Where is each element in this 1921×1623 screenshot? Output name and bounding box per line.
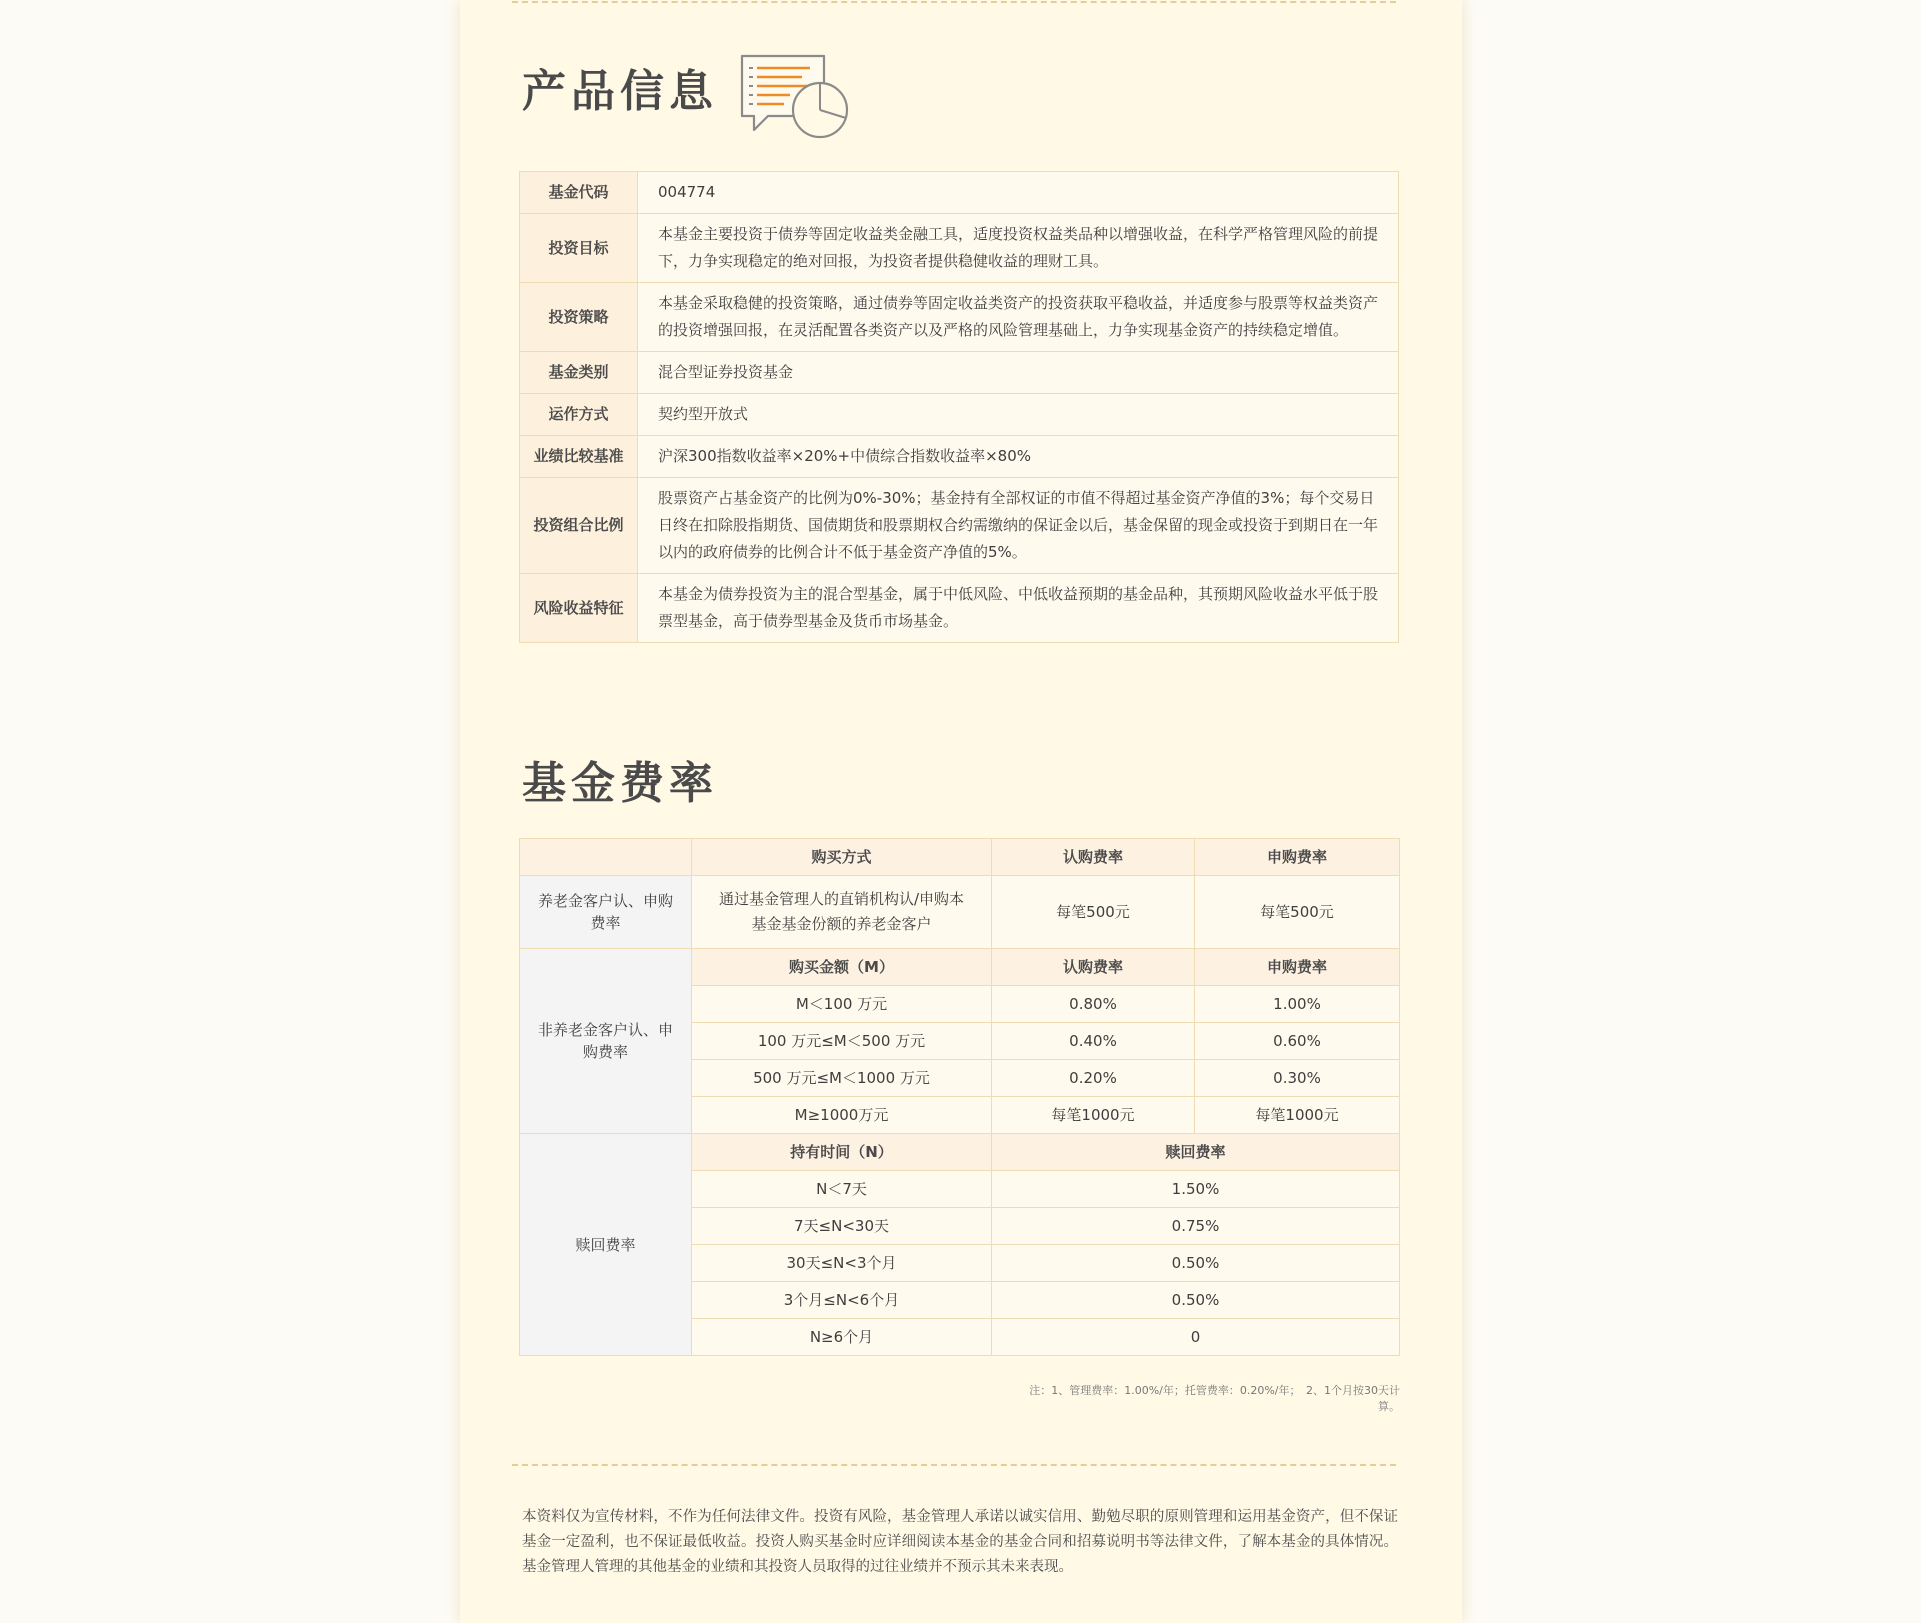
non-pension-group-label: 非养老金客户认、申购费率 <box>520 949 692 1134</box>
fee-header-method: 购买方式 <box>692 839 992 876</box>
amount-tier: M≥1000万元 <box>692 1097 992 1134</box>
period-header: 持有时间（N） <box>692 1134 992 1171</box>
fee-note: 注：1、管理费率：1.00%/年；托管费率：0.20%/年； 2、1个月按30天计算。 <box>1029 1384 1400 1413</box>
redemption-rate-value: 0.50% <box>992 1282 1400 1319</box>
info-value: 本基金主要投资于债券等固定收益类金融工具，适度投资权益类品种以增强收益，在科学严格管理风险的前提下，力争实现稳定的绝对回报，为投资者提供稳健收益的理财工具。 <box>638 214 1399 283</box>
document-page <box>460 0 1462 1623</box>
redemption-rate-value: 0.75% <box>992 1208 1400 1245</box>
sub-rate-value: 0.20% <box>992 1060 1195 1097</box>
fee-title: 基金费率 <box>522 758 718 809</box>
top-divider <box>512 1 1396 3</box>
sub-rate-value: 0.80% <box>992 986 1195 1023</box>
fee-table <box>519 838 1400 1356</box>
info-row <box>520 283 1399 352</box>
amount-tier: M＜100 万元 <box>692 986 992 1023</box>
amount-pur-rate-header: 申购费率 <box>1195 949 1400 986</box>
disclaimer-text: 本资料仅为宣传材料，不作为任何法律文件。投资有风险，基金管理人承诺以诚实信用、勤勉尽职的原则管理和运用基金资产，但不保证基金一定盈利，也不保证最低收益。投资人购买基金时应详细阅读本基金的基金合同和招募说明书等法律文件，了解本基金的具体情况。基金管理人管理的其他基金的业绩和其投资人员取得的过往业绩并不预示其未来表现。 <box>522 1509 1398 1575</box>
pension-pur-rate: 每笔500元 <box>1195 876 1400 949</box>
info-value: 本基金为债券投资为主的混合型基金，属于中低风险、中低收益预期的基金品种，其预期风险收益水平低于股票型基金，高于债券型基金及货币市场基金。 <box>638 574 1399 643</box>
amount-tier: 100 万元≤M＜500 万元 <box>692 1023 992 1060</box>
info-label: 投资策略 <box>520 283 638 352</box>
fee-header-sub-rate: 认购费率 <box>992 839 1195 876</box>
info-row <box>520 214 1399 283</box>
info-label: 基金代码 <box>520 172 638 214</box>
info-label: 投资组合比例 <box>520 478 638 574</box>
info-row <box>520 436 1399 478</box>
holding-period: N＜7天 <box>692 1171 992 1208</box>
amount-header: 购买金额（M） <box>692 949 992 986</box>
pur-rate-value: 1.00% <box>1195 986 1400 1023</box>
info-label: 投资目标 <box>520 214 638 283</box>
info-row <box>520 478 1399 574</box>
pension-group-label: 养老金客户认、申购费率 <box>520 876 692 949</box>
amount-sub-rate-header: 认购费率 <box>992 949 1195 986</box>
info-value: 本基金采取稳健的投资策略，通过债券等固定收益类资产的投资获取平稳收益，并适度参与股票等权益类资产的投资增强回报，在灵活配置各类资产以及严格的风险管理基础上，力争实现基金资产的持续稳定增值。 <box>638 283 1399 352</box>
info-row <box>520 574 1399 643</box>
pension-sub-rate: 每笔500元 <box>992 876 1195 949</box>
redemption-rate-value: 0.50% <box>992 1245 1400 1282</box>
info-row <box>520 352 1399 394</box>
info-label: 业绩比较基准 <box>520 436 638 478</box>
pur-rate-value: 每笔1000元 <box>1195 1097 1400 1134</box>
redemption-rate-header: 赎回费率 <box>992 1134 1400 1171</box>
bottom-divider <box>512 1464 1396 1466</box>
info-value: 混合型证券投资基金 <box>638 352 1399 394</box>
info-value: 沪深300指数收益率×20%+中债综合指数收益率×80% <box>638 436 1399 478</box>
sub-rate-value: 0.40% <box>992 1023 1195 1060</box>
product-info-title: 产品信息 <box>522 66 718 117</box>
info-value: 股票资产占基金资产的比例为0%-30%；基金持有全部权证的市值不得超过基金资产净值的3%；每个交易日日终在扣除股指期货、国债期货和股票期权合约需缴纳的保证金以后，基金保留的现金或投资于到期日在一年以内的政府债券的比例合计不低于基金资产净值的5%。 <box>638 478 1399 574</box>
info-label: 运作方式 <box>520 394 638 436</box>
redemption-rate-value: 0 <box>992 1319 1400 1356</box>
holding-period: 7天≤N<30天 <box>692 1208 992 1245</box>
product-info-table <box>519 171 1399 643</box>
holding-period: N≥6个月 <box>692 1319 992 1356</box>
pur-rate-value: 0.30% <box>1195 1060 1400 1097</box>
document-chart-icon <box>740 54 854 142</box>
info-row <box>520 172 1399 214</box>
redemption-group-label: 赎回费率 <box>520 1134 692 1356</box>
fee-header-pur-rate: 申购费率 <box>1195 839 1400 876</box>
holding-period: 3个月≤N<6个月 <box>692 1282 992 1319</box>
pur-rate-value: 0.60% <box>1195 1023 1400 1060</box>
info-value: 契约型开放式 <box>638 394 1399 436</box>
info-label: 基金类别 <box>520 352 638 394</box>
info-value: 004774 <box>638 172 1399 214</box>
redemption-rate-value: 1.50% <box>992 1171 1400 1208</box>
sub-rate-value: 每笔1000元 <box>992 1097 1195 1134</box>
fee-corner-cell <box>520 839 692 876</box>
info-label: 风险收益特征 <box>520 574 638 643</box>
pension-method: 通过基金管理人的直销机构认/申购本基金基金份额的养老金客户 <box>692 876 992 949</box>
amount-tier: 500 万元≤M＜1000 万元 <box>692 1060 992 1097</box>
info-row <box>520 394 1399 436</box>
holding-period: 30天≤N<3个月 <box>692 1245 992 1282</box>
